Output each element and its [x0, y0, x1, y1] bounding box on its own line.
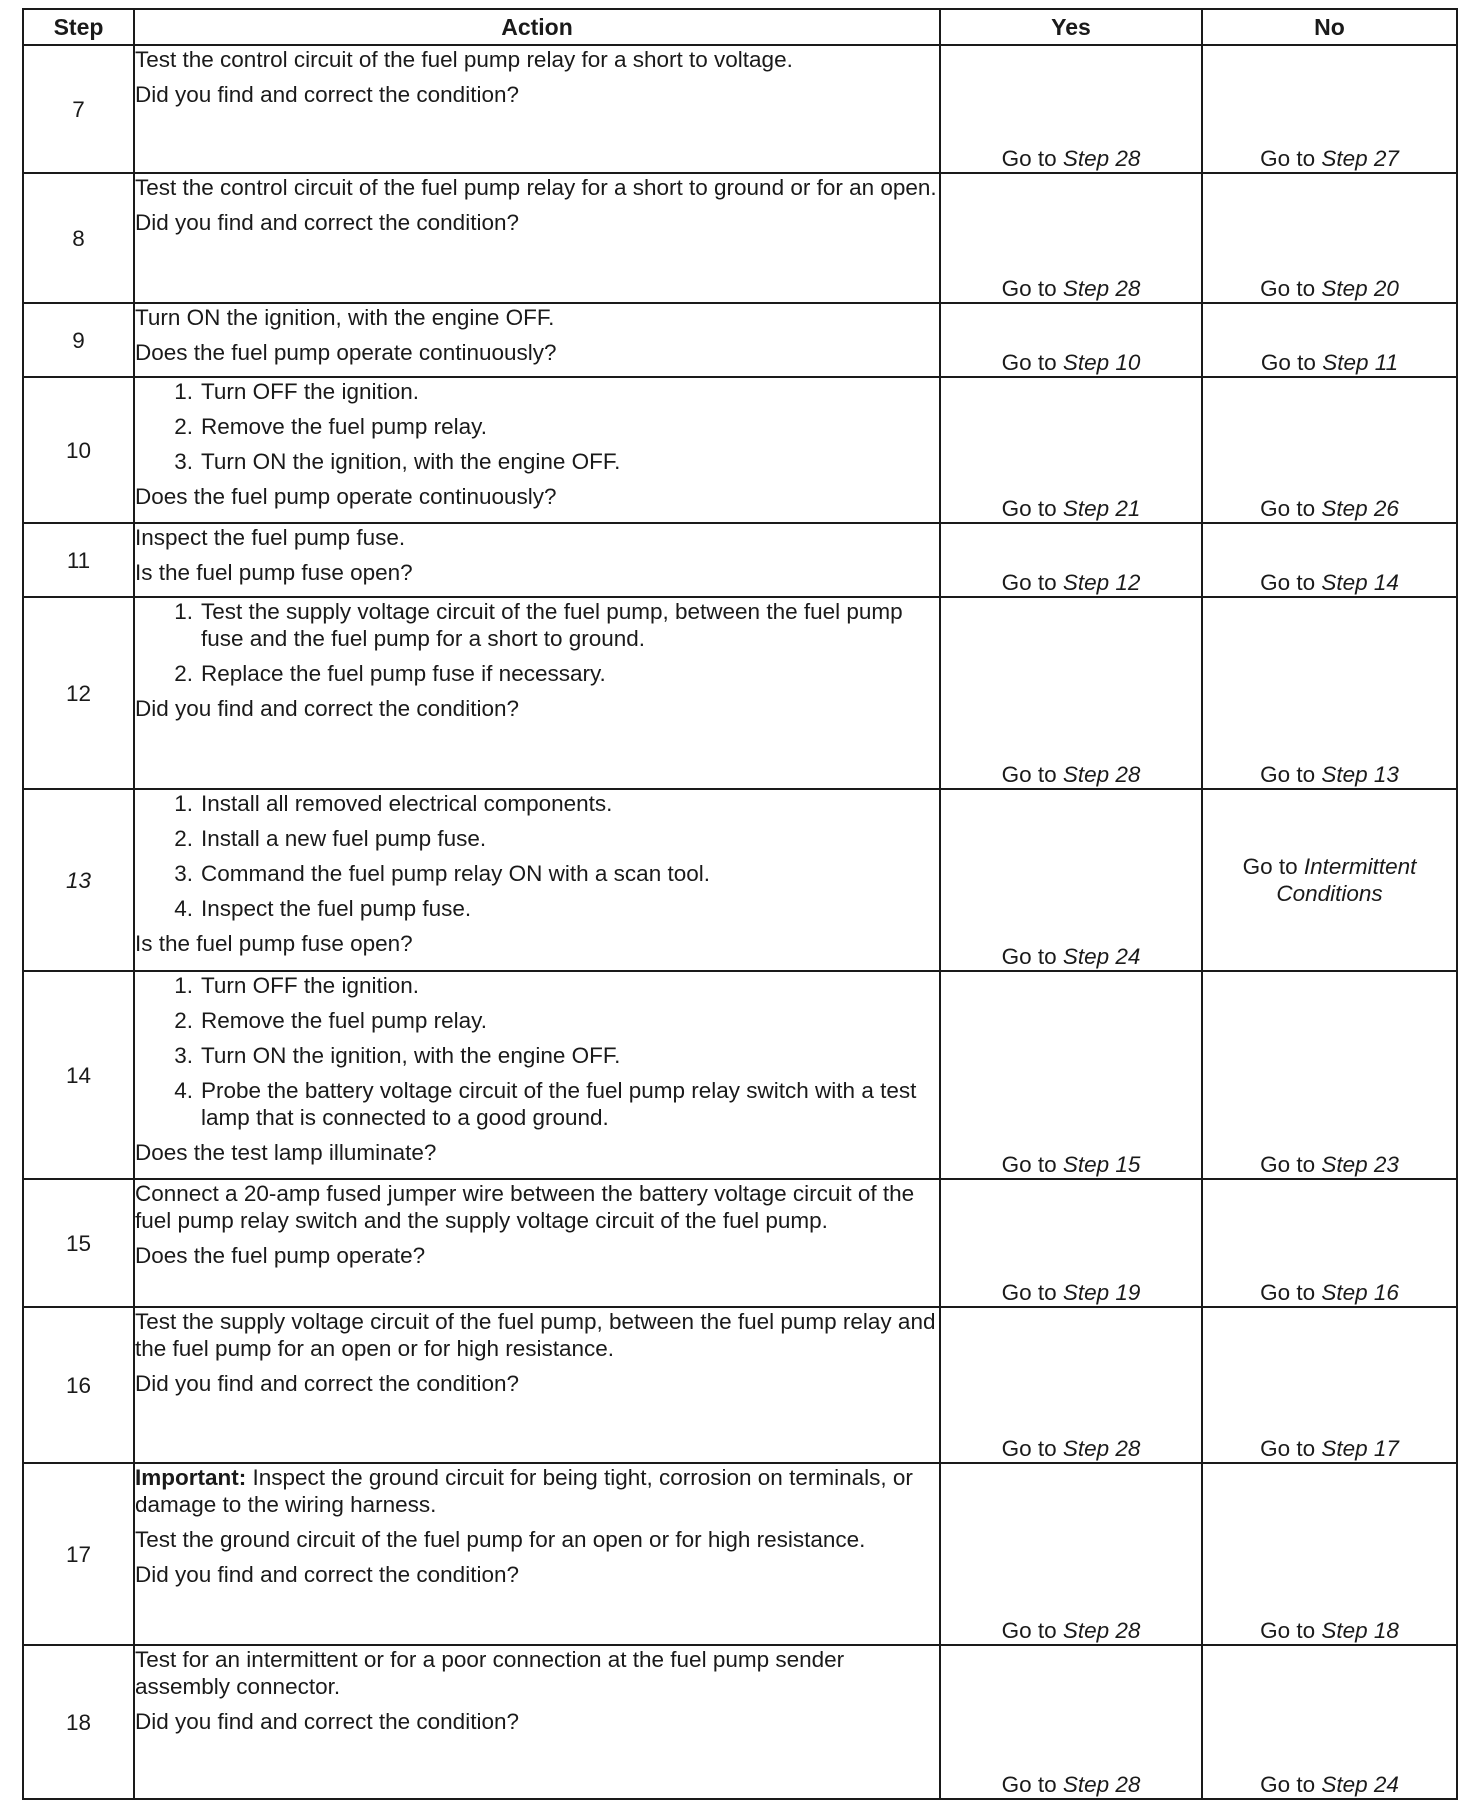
- yes-cell: Go to Step 28: [940, 597, 1202, 789]
- yes-cell: Go to Step 12: [940, 523, 1202, 597]
- action-question: Does the fuel pump operate continuously?: [135, 484, 557, 509]
- table-row: [23, 1463, 1457, 1645]
- action-cell: [134, 789, 940, 971]
- action-text: Test the control circuit of the fuel pump relay for a short to voltage.: [135, 47, 793, 72]
- list-item: 3. Turn ON the ignition, with the engine OFF.: [174, 449, 621, 474]
- list-item: 3. Turn ON the ignition, with the engine OFF.: [174, 1043, 621, 1068]
- header-step: Step: [23, 9, 134, 45]
- action-cell: [134, 1463, 940, 1645]
- action-question: Did you find and correct the condition?: [135, 1371, 519, 1396]
- no-step-link[interactable]: Step 20: [1321, 276, 1399, 301]
- header-no: No: [1202, 9, 1457, 45]
- no-cell: Go to Step 13: [1202, 597, 1457, 789]
- action-steps-list: [135, 790, 939, 930]
- yes-cell: Go to Step 24: [940, 789, 1202, 971]
- no-step-link[interactable]: Step 18: [1321, 1618, 1399, 1643]
- no-cell: Go to Step 26: [1202, 377, 1457, 523]
- no-step-link[interactable]: Step 11: [1322, 350, 1399, 375]
- step-number: 12: [23, 597, 134, 789]
- action-text: Test the supply voltage circuit of the fuel pump, between the fuel pump relay and the fuel pump for an open or for high resistance.: [135, 1309, 936, 1361]
- no-cell: Go to Step 27: [1202, 45, 1457, 173]
- no-cell: Go to Intermittent Conditions: [1202, 789, 1457, 971]
- step-number: 16: [23, 1307, 134, 1463]
- action-text: Test for an intermittent or for a poor connection at the fuel pump sender assembly connector.: [135, 1647, 845, 1699]
- action-steps-list: [135, 972, 939, 1139]
- no-cell: Go to Step 16: [1202, 1179, 1457, 1307]
- yes-step-link[interactable]: Step 28: [1062, 1772, 1141, 1797]
- yes-cell: Go to Step 19: [940, 1179, 1202, 1307]
- step-number: 10: [23, 377, 134, 523]
- no-cell: Go to Step 23: [1202, 971, 1457, 1179]
- action-cell: [134, 597, 940, 789]
- no-cell: Go to Step 20: [1202, 173, 1457, 303]
- list-item: 1. Install all removed electrical components.: [174, 791, 613, 816]
- no-step-link[interactable]: Intermittent Conditions: [1276, 854, 1417, 906]
- yes-step-link[interactable]: Step 28: [1062, 762, 1141, 787]
- important-note: [135, 1464, 939, 1518]
- action-steps-list: [135, 660, 939, 695]
- no-cell: Go to Step 14: [1202, 523, 1457, 597]
- table-row: [23, 1307, 1457, 1463]
- yes-step-link[interactable]: Step 28: [1062, 276, 1141, 301]
- action-cell: [134, 1179, 940, 1307]
- yes-cell: Go to Step 28: [940, 1463, 1202, 1645]
- step-number: 18: [23, 1645, 134, 1799]
- yes-cell: Go to Step 15: [940, 971, 1202, 1179]
- step-number: 11: [23, 523, 134, 597]
- list-item: 2. Replace the fuel pump fuse if necessary.: [174, 661, 606, 686]
- action-question: Did you find and correct the condition?: [135, 1709, 519, 1734]
- header-yes: Yes: [940, 9, 1202, 45]
- list-item: 1. Turn OFF the ignition.: [174, 379, 420, 404]
- yes-cell: Go to Step 10: [940, 303, 1202, 377]
- table-row: [23, 971, 1457, 1179]
- action-text: Test the control circuit of the fuel pump relay for a short to ground or for an open.: [135, 175, 937, 200]
- table-row: [23, 1645, 1457, 1799]
- no-step-link[interactable]: Step 13: [1321, 762, 1399, 787]
- action-cell: [134, 45, 940, 173]
- list-item: 2. Remove the fuel pump relay.: [174, 414, 487, 439]
- yes-cell: Go to Step 28: [940, 1307, 1202, 1463]
- table-row: [23, 523, 1457, 597]
- important-text: Inspect the ground circuit for being tight, corrosion on terminals, or damage to the wiring harness.: [135, 1465, 913, 1517]
- table-row: [23, 597, 1457, 789]
- step-number: 13: [23, 789, 134, 971]
- action-question: Does the fuel pump operate?: [135, 1243, 426, 1268]
- no-cell: Go to Step 18: [1202, 1463, 1457, 1645]
- action-question: Does the fuel pump operate continuously?: [135, 340, 557, 365]
- action-cell: [134, 1307, 940, 1463]
- action-cell: [134, 377, 940, 523]
- no-step-link[interactable]: Step 26: [1321, 496, 1399, 521]
- table-row: [23, 173, 1457, 303]
- action-question: Is the fuel pump fuse open?: [135, 931, 413, 956]
- action-steps-list: [135, 378, 939, 483]
- action-text: Inspect the fuel pump fuse.: [135, 525, 406, 550]
- step-number: 14: [23, 971, 134, 1179]
- action-question: Did you find and correct the condition?: [135, 82, 519, 107]
- no-step-link[interactable]: Step 14: [1321, 570, 1399, 595]
- action-text: Test the ground circuit of the fuel pump for an open or for high resistance.: [135, 1527, 866, 1552]
- step-number: 9: [23, 303, 134, 377]
- step-number: 8: [23, 173, 134, 303]
- diagnostic-table: [22, 8, 1458, 1800]
- no-step-link[interactable]: Step 17: [1321, 1436, 1399, 1461]
- no-step-link[interactable]: Step 16: [1321, 1280, 1399, 1305]
- action-cell: [134, 523, 940, 597]
- important-label: Important:: [135, 1465, 247, 1490]
- list-item: 1. Test the supply voltage circuit of the fuel pump, between the fuel pump fuse and the fuel pump for a short to ground.: [174, 599, 903, 651]
- step-number: 17: [23, 1463, 134, 1645]
- yes-step-link[interactable]: Step 10: [1062, 350, 1141, 375]
- table-row: [23, 789, 1457, 971]
- action-cell: [134, 971, 940, 1179]
- no-cell: Go to Step 17: [1202, 1307, 1457, 1463]
- yes-step-link[interactable]: Step 15: [1062, 1152, 1141, 1177]
- yes-cell: Go to Step 28: [940, 1645, 1202, 1799]
- yes-step-link[interactable]: Step 28: [1062, 1618, 1141, 1643]
- table-row: [23, 303, 1457, 377]
- action-question: Did you find and correct the condition?: [135, 696, 519, 721]
- step-number: 7: [23, 45, 134, 173]
- list-item: 2. Remove the fuel pump relay.: [174, 1008, 487, 1033]
- table-row: [23, 377, 1457, 523]
- header-action: Action: [134, 9, 940, 45]
- yes-cell: Go to Step 21: [940, 377, 1202, 523]
- list-item: 4. Inspect the fuel pump fuse.: [174, 896, 472, 921]
- yes-step-link[interactable]: Step 28: [1062, 146, 1141, 171]
- yes-cell: Go to Step 28: [940, 45, 1202, 173]
- no-step-link[interactable]: Step 23: [1321, 1152, 1399, 1177]
- step-number: 15: [23, 1179, 134, 1307]
- header-row: [23, 9, 1457, 45]
- yes-step-link[interactable]: Step 19: [1062, 1280, 1141, 1305]
- no-step-link[interactable]: Step 27: [1321, 146, 1399, 171]
- action-question: Is the fuel pump fuse open?: [135, 560, 413, 585]
- yes-step-link[interactable]: Step 21: [1062, 496, 1141, 521]
- no-step-link[interactable]: Step 24: [1321, 1772, 1399, 1797]
- action-cell: [134, 303, 940, 377]
- list-item: 2. Install a new fuel pump fuse.: [174, 826, 487, 851]
- yes-cell: Go to Step 28: [940, 173, 1202, 303]
- yes-step-link[interactable]: Step 24: [1062, 944, 1141, 969]
- action-text: Connect a 20-amp fused jumper wire between the battery voltage circuit of the fuel pump relay switch and the supply voltage circuit of the fuel pump.: [135, 1181, 915, 1233]
- no-cell: Go to Step 11: [1202, 303, 1457, 377]
- yes-step-link[interactable]: Step 28: [1062, 1436, 1141, 1461]
- table-row: [23, 45, 1457, 173]
- action-question: Did you find and correct the condition?: [135, 1562, 519, 1587]
- list-item: 1. Turn OFF the ignition.: [174, 973, 420, 998]
- yes-step-link[interactable]: Step 12: [1062, 570, 1141, 595]
- action-text: Turn ON the ignition, with the engine OFF.: [135, 305, 555, 330]
- list-item: 4. Probe the battery voltage circuit of the fuel pump relay switch with a test lamp that is connected to a good ground.: [174, 1078, 917, 1130]
- table-row: [23, 1179, 1457, 1307]
- diagnostic-document: [22, 8, 1456, 1800]
- list-item: 3. Command the fuel pump relay ON with a scan tool.: [174, 861, 710, 886]
- action-cell: [134, 173, 940, 303]
- no-cell: Go to Step 24: [1202, 1645, 1457, 1799]
- action-question: Did you find and correct the condition?: [135, 210, 519, 235]
- action-question: Does the test lamp illuminate?: [135, 1140, 437, 1165]
- action-cell: [134, 1645, 940, 1799]
- action-steps-list: [135, 598, 939, 660]
